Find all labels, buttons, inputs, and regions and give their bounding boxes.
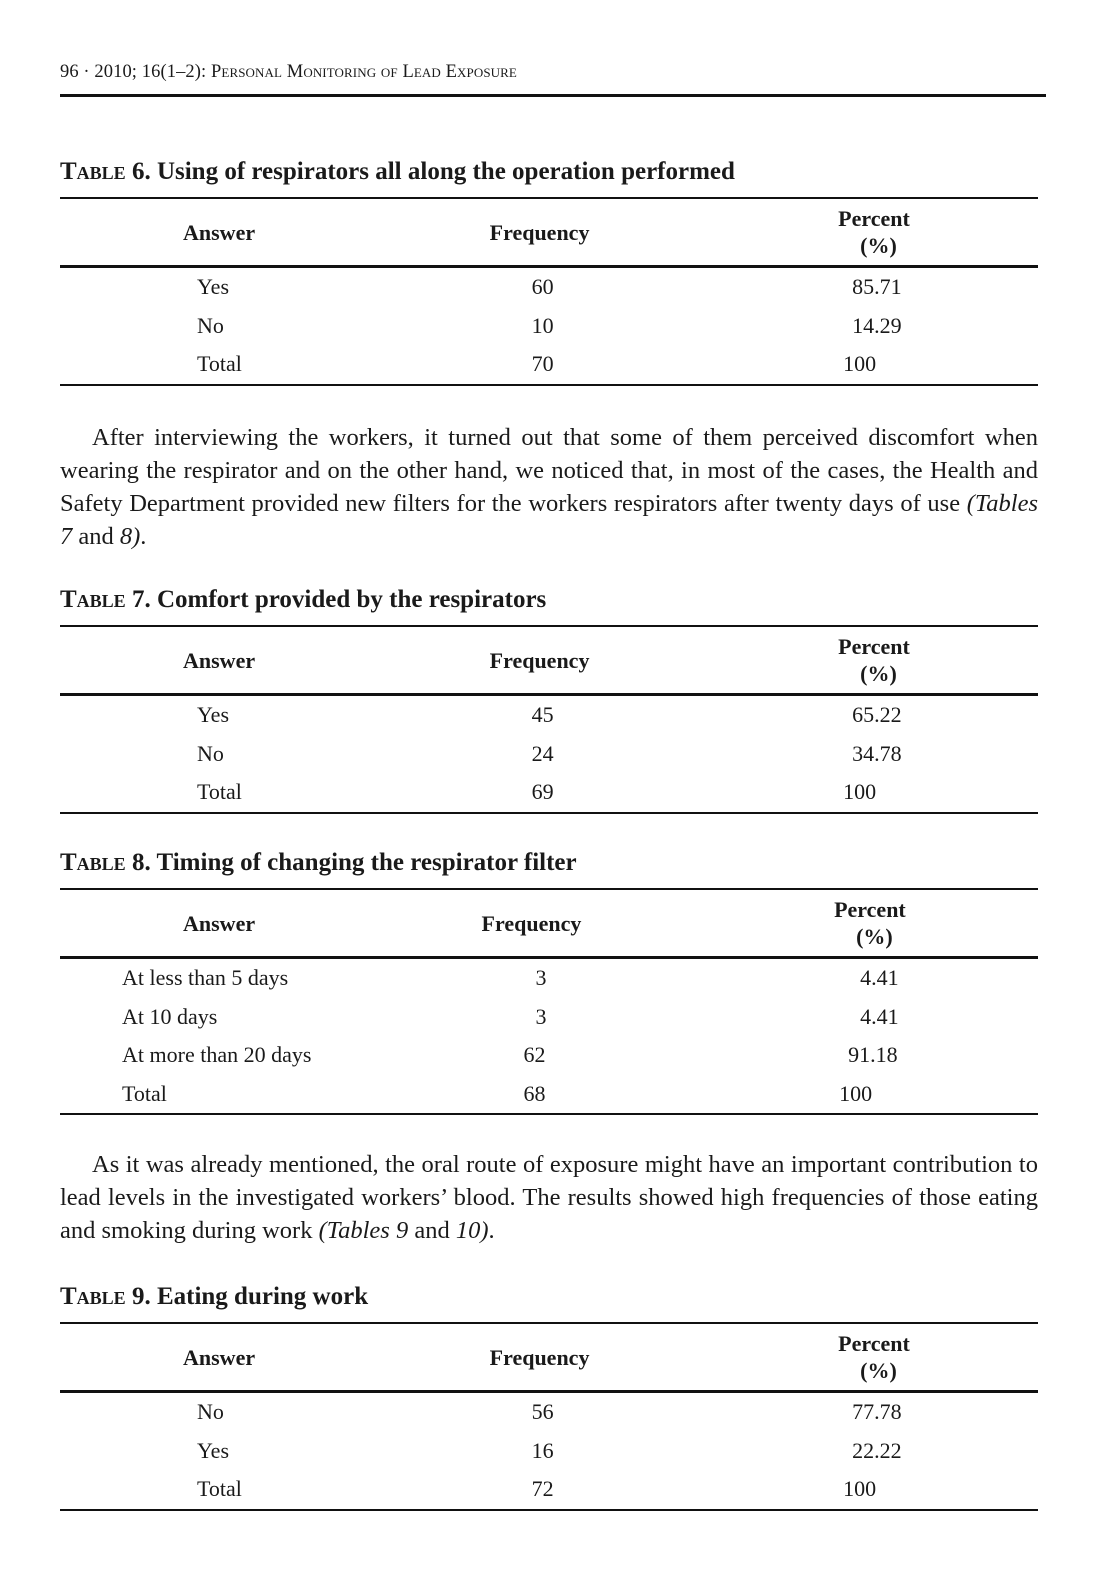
header-frequency: Frequency xyxy=(382,198,716,267)
header-rule xyxy=(60,94,1046,97)
paragraph-text: . xyxy=(140,523,147,550)
header-answer: Answer xyxy=(60,1323,382,1392)
cell-answer: Total xyxy=(60,773,382,813)
running-head-prefix: 96 · 2010; 16(1–2): xyxy=(60,62,212,82)
cell-percent: 4.41 xyxy=(860,1003,899,1029)
table-row xyxy=(60,267,1038,307)
cell-percent: 77.78 xyxy=(852,1399,902,1425)
paragraph-text: . xyxy=(488,1217,495,1244)
cell-answer: Total xyxy=(60,1470,382,1510)
cell-frequency: 24 xyxy=(531,740,554,766)
table-9-block xyxy=(60,1282,1038,1511)
cell-answer: Yes xyxy=(197,274,230,300)
header-percent: Percent (%) xyxy=(716,1323,1038,1392)
table-label: Table 8. xyxy=(60,849,151,876)
cell-percent: 34.78 xyxy=(852,740,902,766)
paragraph-text: and xyxy=(408,1217,456,1244)
header-percent: Percent (%) xyxy=(712,889,1038,958)
cell-frequency: 3 xyxy=(535,965,547,991)
cell-answer: Total xyxy=(60,345,382,385)
table-header-row xyxy=(60,1323,1038,1392)
cell-percent: 100 xyxy=(716,773,1038,813)
table-title: Eating during work xyxy=(150,1283,369,1310)
table-reference: (Tables xyxy=(966,490,1038,517)
cell-percent: 100 xyxy=(716,345,1038,385)
table-reference: 7 xyxy=(60,523,73,550)
table-row-total xyxy=(60,1470,1038,1510)
cell-answer: No xyxy=(197,740,224,766)
table-7-block xyxy=(60,585,1038,814)
cell-percent: 4.41 xyxy=(860,965,899,991)
cell-frequency: 56 xyxy=(531,1399,554,1425)
table-caption xyxy=(60,1282,1038,1312)
paragraph-text: and xyxy=(72,523,120,550)
cell-answer: Total xyxy=(60,1075,374,1115)
table-row-total xyxy=(60,1075,1038,1115)
table-reference: (Tables xyxy=(318,1217,396,1244)
cell-percent: 22.22 xyxy=(852,1437,902,1463)
cell-answer: At more than 20 days xyxy=(122,1042,312,1068)
table-row xyxy=(60,1432,1038,1471)
table-row-total xyxy=(60,773,1038,813)
cell-percent: 91.18 xyxy=(848,1042,898,1068)
table-row xyxy=(60,1036,1038,1075)
table-9 xyxy=(60,1322,1038,1511)
table-title: Using of respirators all along the operation performed xyxy=(150,158,735,185)
cell-percent: 14.29 xyxy=(852,312,902,338)
header-frequency: Frequency xyxy=(382,626,716,695)
cell-frequency: 69 xyxy=(382,773,716,813)
cell-frequency: 10 xyxy=(531,312,554,338)
cell-frequency: 72 xyxy=(382,1470,716,1510)
table-label: Table 7. xyxy=(60,586,151,613)
table-title: Timing of changing the respirator filter xyxy=(150,849,577,876)
body-paragraph xyxy=(60,1148,1038,1247)
table-row xyxy=(60,735,1038,774)
cell-frequency: 45 xyxy=(531,702,554,728)
running-head xyxy=(60,62,1046,83)
cell-percent: 65.22 xyxy=(852,702,902,728)
running-head-title: Personal Monitoring of Lead Exposure xyxy=(211,62,517,82)
table-caption xyxy=(60,848,1038,878)
cell-frequency: 16 xyxy=(531,1437,554,1463)
table-reference: 8) xyxy=(119,523,141,550)
table-row xyxy=(60,695,1038,735)
table-header-row xyxy=(60,198,1038,267)
cell-frequency: 70 xyxy=(382,345,716,385)
table-8 xyxy=(60,888,1038,1115)
body-paragraph xyxy=(60,421,1038,553)
table-header-row xyxy=(60,626,1038,695)
cell-percent: 100 xyxy=(712,1075,1038,1115)
table-8-block xyxy=(60,848,1038,1115)
cell-answer: Yes xyxy=(197,702,230,728)
table-6 xyxy=(60,197,1038,386)
table-reference: 10) xyxy=(455,1217,489,1244)
paragraph-1-block xyxy=(60,421,1038,553)
header-percent: Percent (%) xyxy=(716,198,1038,267)
table-title: Comfort provided by the respirators xyxy=(150,586,547,613)
cell-frequency: 62 xyxy=(523,1042,546,1068)
table-7 xyxy=(60,625,1038,814)
paragraph-text: After interviewing the workers, it turned out that some of them perceived discomfort when wearing the respirator and on the other hand, we noticed that, in most of the cases, the Health and Safety Department provided new filters for the workers respirators after twenty days of use xyxy=(60,424,1038,517)
header-answer: Answer xyxy=(60,626,382,695)
cell-frequency: 68 xyxy=(374,1075,713,1115)
cell-frequency: 3 xyxy=(535,1003,547,1029)
table-row xyxy=(60,307,1038,346)
table-row-total xyxy=(60,345,1038,385)
cell-answer: Yes xyxy=(197,1437,230,1463)
table-label: Table 9. xyxy=(60,1283,151,1310)
header-answer: Answer xyxy=(60,198,382,267)
table-caption xyxy=(60,157,1038,187)
table-header-row xyxy=(60,889,1038,958)
table-6-block xyxy=(60,157,1038,386)
cell-percent: 100 xyxy=(716,1470,1038,1510)
table-row xyxy=(60,958,1038,998)
header-frequency: Frequency xyxy=(382,1323,716,1392)
table-row xyxy=(60,1392,1038,1432)
header-frequency: Frequency xyxy=(374,889,713,958)
table-label: Table 6. xyxy=(60,158,151,185)
paragraph-2-block xyxy=(60,1148,1038,1247)
table-row xyxy=(60,998,1038,1037)
cell-percent: 85.71 xyxy=(852,274,902,300)
cell-answer: At less than 5 days xyxy=(122,965,289,991)
cell-answer: No xyxy=(197,1399,224,1425)
table-caption xyxy=(60,585,1038,615)
cell-answer: No xyxy=(197,312,224,338)
header-answer: Answer xyxy=(60,889,374,958)
header-percent: Percent (%) xyxy=(716,626,1038,695)
paragraph-text: As it was already mentioned, the oral route of exposure might have an important contribution to lead levels in the investigated workers’ blood. The results showed high frequencies of those eating and smoking during work xyxy=(60,1151,1038,1244)
cell-answer: At 10 days xyxy=(122,1003,218,1029)
table-reference: 9 xyxy=(395,1217,409,1244)
cell-frequency: 60 xyxy=(531,274,554,300)
